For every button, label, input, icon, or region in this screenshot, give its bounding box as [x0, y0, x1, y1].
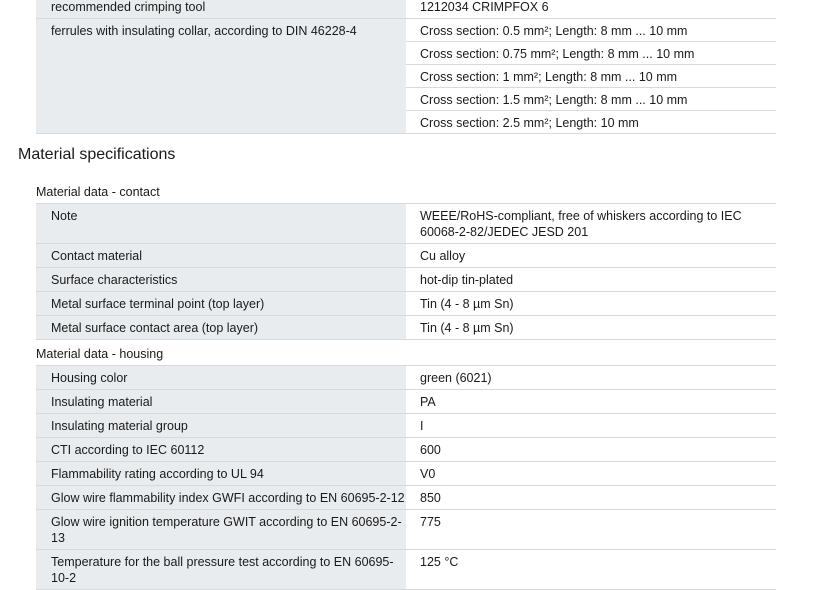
row-label: Flammability rating according to UL 94: [36, 462, 406, 485]
row-value: Cross section: 2.5 mm²; Length: 10 mm: [406, 111, 776, 134]
group-title-contact: Material data - contact: [36, 185, 160, 199]
row-value: Cross section: 1.5 mm²; Length: 8 mm ... 10 mm: [406, 88, 776, 111]
row-value: 600: [406, 438, 776, 461]
table-row: [36, 390, 776, 414]
table-row: [36, 268, 776, 292]
group-title-housing: Material data - housing: [36, 347, 164, 361]
row-value: I: [406, 414, 776, 437]
table-row: [36, 292, 776, 316]
row-label: Metal surface terminal point (top layer): [36, 292, 406, 315]
row-value: 1212034 CRIMPFOX 6: [406, 0, 776, 18]
table-row: [36, 366, 776, 390]
row-label: Note: [36, 204, 406, 243]
table-row: [36, 244, 776, 268]
row-value: Cross section: 0.75 mm²; Length: 8 mm ... 10 mm: [406, 42, 776, 65]
table-row: [36, 316, 776, 340]
row-label: Metal surface contact area (top layer): [36, 316, 406, 339]
table-row: [36, 550, 776, 590]
contact-table: [36, 203, 776, 340]
crimping-table: [36, 0, 776, 134]
row-value: Tin (4 - 8 µm Sn): [406, 316, 776, 339]
row-value: Cu alloy: [406, 244, 776, 267]
row-label: Insulating material group: [36, 414, 406, 437]
row-label: CTI according to IEC 60112: [36, 438, 406, 461]
row-label: Temperature for the ball pressure test according to EN 60695-10-2: [36, 550, 406, 589]
row-label: Glow wire ignition temperature GWIT according to EN 60695-2-13: [36, 510, 406, 549]
table-row: [36, 462, 776, 486]
housing-table: [36, 365, 776, 590]
table-row: [36, 510, 776, 550]
row-label: Housing color: [36, 366, 406, 389]
table-row: [36, 414, 776, 438]
row-label: recommended crimping tool: [36, 0, 406, 18]
row-value: Tin (4 - 8 µm Sn): [406, 292, 776, 315]
row-label: Surface characteristics: [36, 268, 406, 291]
row-value: 850: [406, 486, 776, 509]
section-title: Material specifications: [18, 146, 176, 163]
row-label: Insulating material: [36, 390, 406, 413]
row-label: ferrules with insulating collar, according to DIN 46228-4: [36, 19, 406, 134]
row-value: 125 °C: [406, 550, 776, 589]
row-label: Contact material: [36, 244, 406, 267]
row-value: Cross section: 0.5 mm²; Length: 8 mm ... 10 mm: [406, 19, 776, 42]
row-value: Cross section: 1 mm²; Length: 8 mm ... 10 mm: [406, 65, 776, 88]
table-row: [36, 0, 776, 19]
table-row: [36, 486, 776, 510]
row-value: PA: [406, 390, 776, 413]
row-value: V0: [406, 462, 776, 485]
table-row: [36, 19, 776, 134]
table-row: [36, 438, 776, 462]
row-value: green (6021): [406, 366, 776, 389]
table-row: [36, 204, 776, 244]
row-value: 775: [406, 510, 776, 549]
row-value: WEEE/RoHS-compliant, free of whiskers according to IEC 60068-2-82/JEDEC JESD 201: [406, 204, 776, 243]
row-label: Glow wire flammability index GWFI according to EN 60695-2-12: [36, 486, 406, 509]
row-value: hot-dip tin-plated: [406, 268, 776, 291]
